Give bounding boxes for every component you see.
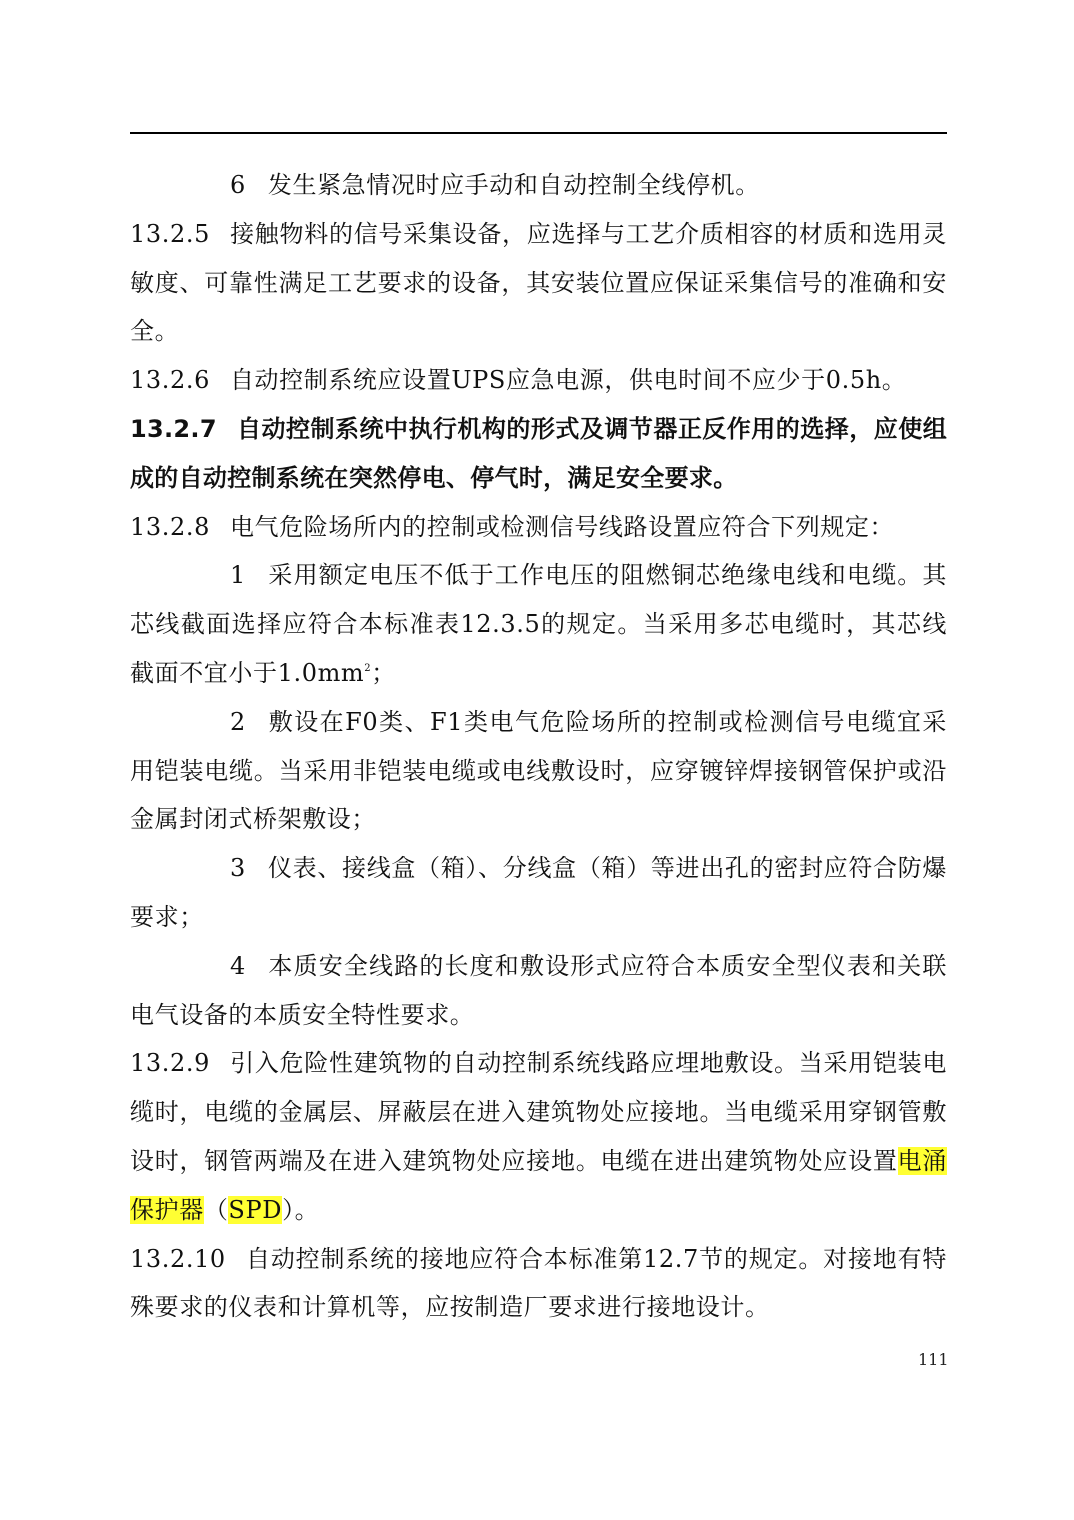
item-number: 4 — [230, 951, 246, 980]
header-rule — [130, 132, 947, 134]
list-item-1 — [130, 551, 947, 697]
item-text: 采用额定电压不低于工作电压的阻燃铜芯绝缘电线和电缆。其芯线截面选择应符合本标准表12.3.5的规定。当采用多芯电缆时，其芯线截面不宜小于1.0mm — [130, 561, 947, 687]
clause-number: 13.2.9 — [130, 1049, 210, 1078]
item-text: 本质安全线路的长度和敷设形式应符合本质安全型仪表和关联电气设备的本质安全特性要求。 — [130, 951, 947, 1029]
item-text: 仪表、接线盒（箱）、分线盒（箱）等进出孔的密封应符合防爆要求； — [130, 854, 947, 931]
clause-13-2-9 — [130, 1039, 947, 1234]
page-number: 111 — [918, 1350, 949, 1369]
list-item-3 — [130, 844, 947, 942]
item-number: 1 — [230, 561, 246, 590]
clause-number: 13.2.7 — [130, 414, 217, 443]
clause-text: 自动控制系统的接地应符合本标准第12.7节的规定。对接地有特殊要求的仪表和计算机等，应按制造厂要求进行接地设计。 — [130, 1244, 947, 1322]
item-text: 发生紧急情况时应手动和自动控制全线停机。 — [267, 171, 760, 199]
superscript: 2 — [364, 662, 372, 674]
clause-13-2-10 — [130, 1235, 947, 1333]
clause-text: 接触物料的信号采集设备，应选择与工艺介质相容的材质和选用灵敏度、可靠性满足工艺要求的设备，其安装位置应保证采集信号的准确和安全。 — [130, 219, 947, 346]
highlighted-term: 电涌保护器 — [130, 1146, 947, 1224]
clause-text: 自动控制系统应设置UPS应急电源，供电时间不应少于0.5h。 — [229, 366, 907, 395]
item-number: 6 — [230, 171, 246, 199]
clause-13-2-7 — [130, 405, 947, 503]
item-number: 3 — [230, 854, 246, 883]
clause-13-2-5 — [130, 210, 947, 356]
list-item-2 — [130, 698, 947, 844]
item-tail: ； — [371, 658, 396, 687]
paren-open: （ — [203, 1195, 229, 1224]
list-item-4 — [130, 942, 947, 1040]
clause-number: 13.2.6 — [130, 366, 210, 395]
clause-number: 13.2.10 — [130, 1244, 226, 1273]
clause-text: 电气危险场所内的控制或检测信号线路设置应符合下列规定： — [229, 512, 895, 541]
list-item-6 — [130, 161, 947, 210]
clause-text: 自动控制系统中执行机构的形式及调节器正反作用的选择，应使组成的自动控制系统在突然停电、停气时，满足安全要求。 — [130, 414, 947, 492]
clause-13-2-6 — [130, 356, 947, 405]
clause-13-2-8 — [130, 503, 947, 552]
document-body — [130, 161, 947, 1332]
clause-number: 13.2.5 — [130, 219, 210, 248]
clause-text: 引入危险性建筑物的自动控制系统线路应埋地敷设。当采用铠装电缆时，电缆的金属层、屏蔽层在进入建筑物处应接地。当电缆采用穿钢管敷设时，钢管两端及在进入建筑物处应接地。电缆在进出建筑物处应设置 — [130, 1049, 947, 1175]
clause-number: 13.2.8 — [130, 512, 210, 541]
item-text: 敷设在F0类、F1类电气危险场所的控制或检测信号电缆宜采用铠装电缆。当采用非铠装电缆或电线敷设时，应穿镀锌焊接钢管保护或沿金属封闭式桥架敷设； — [130, 707, 947, 834]
highlighted-abbreviation: SPD — [228, 1195, 283, 1224]
item-number: 2 — [230, 707, 246, 736]
clause-tail: ）。 — [282, 1195, 320, 1224]
